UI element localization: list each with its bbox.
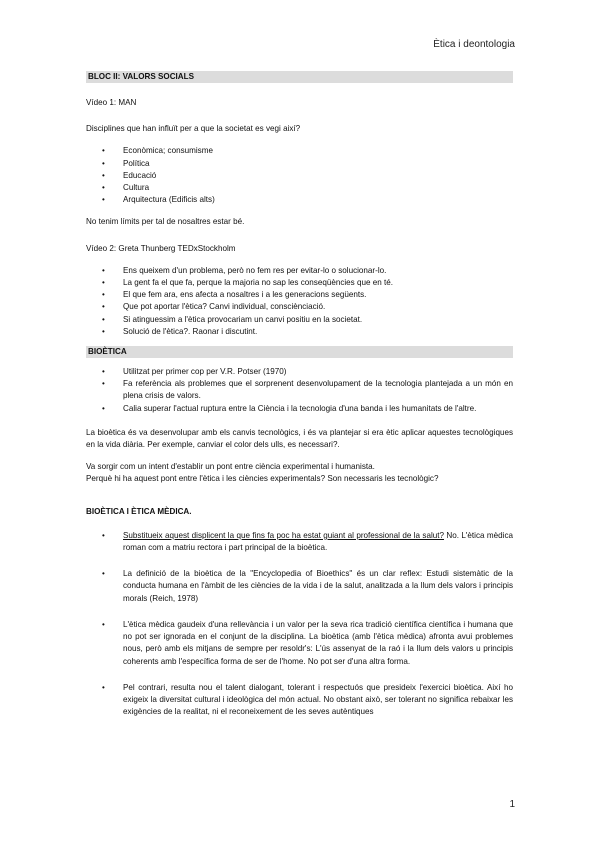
video2-list bbox=[86, 265, 513, 338]
bioetica-question-line: Perquè hi ha aquest pont entre l'ètica i les ciències experimentals? Son necessaris les tecnològic? bbox=[86, 474, 439, 484]
etica-medica-list bbox=[86, 530, 513, 718]
list-item: • Educació bbox=[86, 170, 513, 182]
list-item: • La definició de la bioètica de la "Encyclopedia of Bioethics" és un clar reflex: Estudi sistemàtic de la conducta humana en l'àmbit de les ciències de la vida i de la salut, analitzada a la llum dels valors i principis morals (Reich, 1978) bbox=[86, 568, 513, 605]
list-item: • Que pot aportar l'ètica? Canvi individual, consciènciació. bbox=[86, 301, 513, 313]
page-content bbox=[86, 71, 513, 732]
list-item: • Arquitectura (Edificis alts) bbox=[86, 194, 513, 206]
list-item: • Econòmica; consumisme bbox=[86, 145, 513, 157]
closing-sentence: No tenim límits per tal de nosaltres estar bé. bbox=[86, 217, 245, 227]
bioetica-paragraph: La bioètica és va desenvolupar amb els canvis tecnològics, i és va plantejar si era ètic aplicar aquestes tecnològiques en la vida diària. Per exemple, canviar el color dels ulls, es necessari?. bbox=[86, 427, 513, 450]
list-item bbox=[86, 530, 513, 554]
list-item: • Ens queixem d'un problema, però no fem res per evitar-lo o solucionar-lo. bbox=[86, 265, 513, 277]
list-item: • Utilitzat per primer cop per V.R. Potser (1970) bbox=[86, 366, 513, 378]
list-item: • Cultura bbox=[86, 182, 513, 194]
list-item: • Solució de l'ètica?. Raonar i discutint. bbox=[86, 326, 513, 338]
underlined-question: Substitueix aquest displicent la que fins fa poc ha estat guiant al professional de la salut? bbox=[123, 530, 445, 540]
section-heading-bloc-ii: BLOC II: VALORS SOCIALS bbox=[86, 71, 513, 83]
list-item: • L'ètica mèdica gaudeix d'una rellevància i un valor per la seva rica tradició científica científica i humana que no pot ser ignorada en el conjunt de la disciplina. La bioètica (amb l'ètica mèdica) afronta avui problemes nous, però amb els mitjans de sempre per resoldr's: L'ús assenyat de la raó i la llum dels valors u principis coherents amb l'específica forma de ser de l'home. No pot ser d'una altra forma. bbox=[86, 619, 513, 668]
page-number: 1 bbox=[509, 799, 515, 810]
bioetica-bridge-line: Va sorgir com un intent d'establir un pont entre ciència experimental i humanista. bbox=[86, 462, 375, 472]
list-item: • Si atinguessim a l'ètica provocariam un canvi positiu en la societat. bbox=[86, 314, 513, 326]
disciplines-question: Disciplines que han influït per a que la societat es vegi així? bbox=[86, 124, 301, 134]
bioetica-list bbox=[86, 366, 513, 415]
section-heading-etica-medica: BIOÈTICA I ÈTICA MÈDICA. bbox=[86, 506, 192, 516]
video1-title: Vídeo 1: MAN bbox=[86, 98, 137, 107]
list-item: • Pel contrari, resulta nou el talent dialogant, tolerant i respectuós que presideix l'exercici bioètica. Així ho exigeix la diversitat cultural i ideològica del món actual. No obstant això, ser tolerant no significa rebaixar les exigències de la realitat, ni el reconeixement de les seves autèntiques bbox=[86, 682, 513, 719]
list-item: • La gent fa el que fa, perque la majoria no sap les conseqüències que en té. bbox=[86, 277, 513, 289]
video2-title: Vídeo 2: Greta Thunberg TEDxStockholm bbox=[86, 243, 236, 253]
list-item: • Calia superar l'actual ruptura entre la Ciència i la tecnologia d'una banda i les humanitats de l'altre. bbox=[86, 403, 513, 415]
section-heading-bioetica: BIOÈTICA bbox=[86, 346, 513, 358]
list-item: • Política bbox=[86, 158, 513, 170]
disciplines-list bbox=[86, 145, 513, 206]
running-header: Ètica i deontologia bbox=[433, 39, 515, 50]
list-item: • Fa referència als problemes que el sorprenent desenvolupament de la tecnologia plantejada a un món en plena crisis de valors. bbox=[86, 378, 513, 402]
list-item: • El que fem ara, ens afecta a nosaltres i a les generacions següents. bbox=[86, 289, 513, 301]
answer-text: No. L'ètica mèdica roman com a matriu rectora i part principal de la bioètica. bbox=[123, 530, 513, 553]
